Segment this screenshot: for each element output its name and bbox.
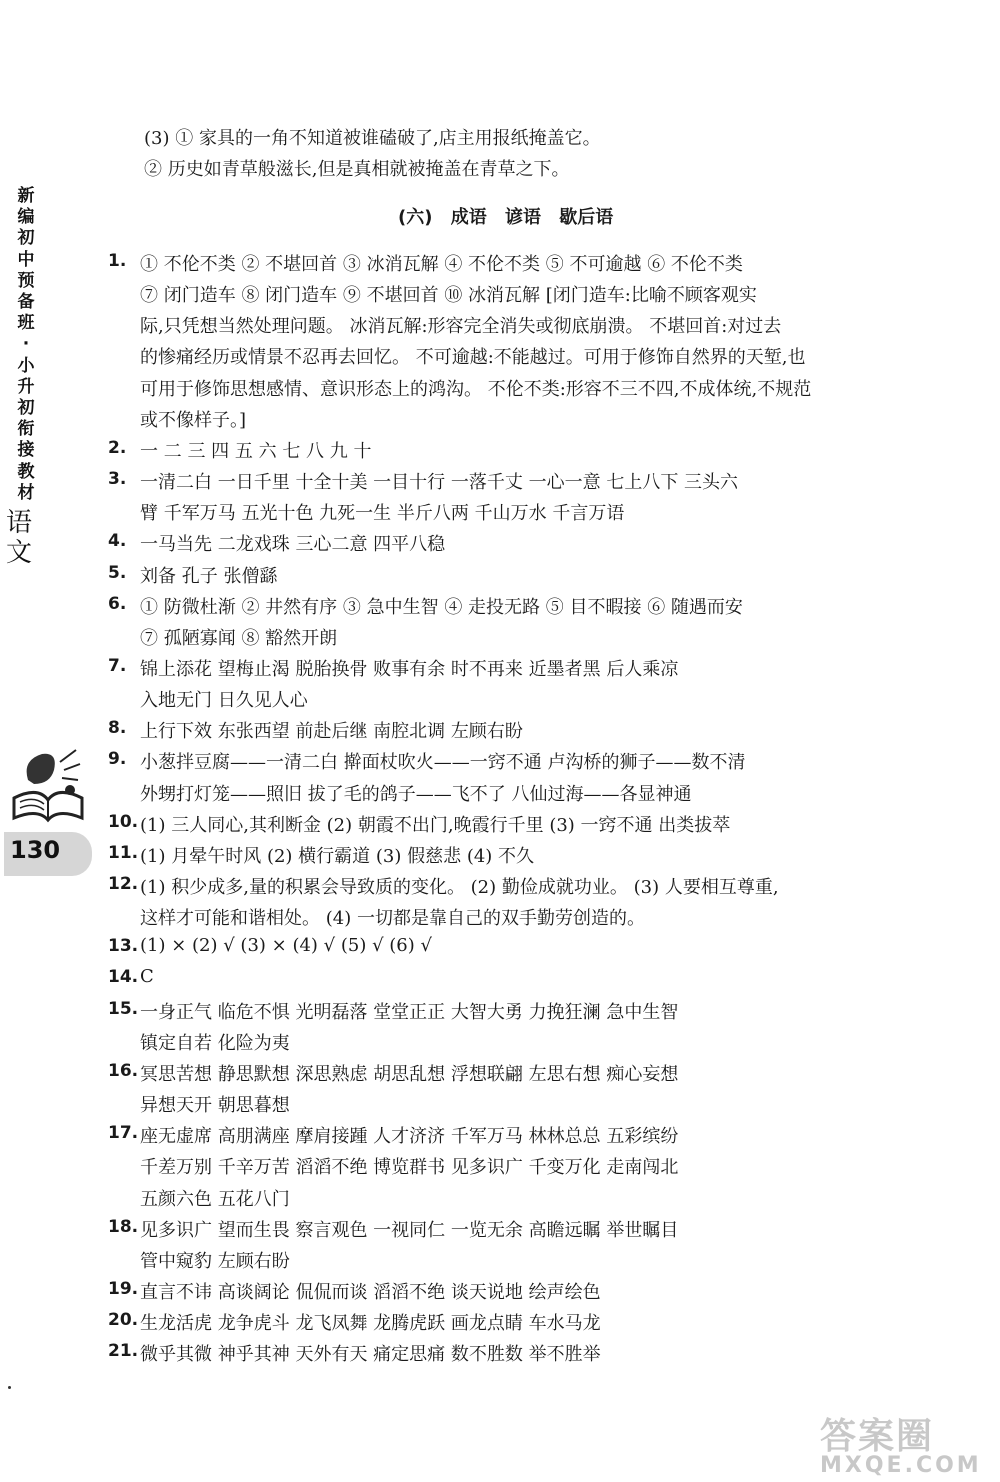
item-line: 入地无门 日久见人心: [140, 690, 308, 712]
item-number: 5.: [108, 562, 127, 583]
item-line: 可用于修饰思想感情、意识形态上的鸿沟。 不伦不类:形容不三不四,不成体统,不规范: [140, 378, 812, 400]
spine-char: 班: [17, 313, 35, 334]
item-line: 上行下效 东张西望 前赴后继 南腔北调 左顾右盼: [140, 721, 523, 743]
section-heading: (六) 成语 谚语 歇后语: [398, 207, 614, 228]
item-line: 冥思苦想 静思默想 深思熟虑 胡思乱想 浮想联翩 左思右想 痴心妄想: [140, 1063, 679, 1085]
item-line: 的惨痛经历或情景不忍再去回忆。 不可逾越:不能越过。可用于修饰自然界的天堑,也: [140, 347, 806, 369]
spine-series-name: [18, 186, 35, 504]
item-number: 18.: [108, 1216, 139, 1237]
item-number: 17.: [108, 1123, 139, 1144]
item-line: C: [140, 966, 154, 988]
page-number: 130: [10, 836, 61, 864]
item-line: ⑦ 闭门造车 ⑧ 闭门造车 ⑨ 不堪回首 ⑩ 冰消瓦解 [闭门造车:比喻不顾客观实: [140, 285, 757, 307]
item-line: 生龙活虎 龙争虎斗 龙飞凤舞 龙腾虎跃 画龙点睛 车水马龙: [140, 1313, 601, 1335]
spine-char: 备: [17, 292, 35, 313]
spine-char: 教: [17, 461, 35, 482]
item-line: (1) × (2) √ (3) × (4) √ (5) √ (6) √: [140, 935, 432, 957]
item-line: 这样才可能和谐相处。 (4) 一切都是靠自己的双手勤劳创造的。: [140, 908, 645, 930]
item-line: 异想天开 朝思暮想: [140, 1095, 290, 1117]
item-number: 11.: [108, 842, 139, 863]
spine-title: [6, 186, 46, 568]
spine-char: ·: [22, 334, 30, 355]
item-line: 座无虚席 高朋满座 摩肩接踵 人才济济 千军万马 林林总总 五彩缤纷: [140, 1126, 679, 1148]
item-line: 际,只凭想当然处理问题。 冰消瓦解:形容完全消失或彻底崩溃。 不堪回首:对过去: [140, 316, 782, 338]
spine-char: 接: [17, 440, 35, 461]
item-line: ① 防微杜渐 ② 井然有序 ③ 急中生智 ④ 走投无路 ⑤ 目不暇接 ⑥ 随遇而安: [140, 596, 743, 618]
item-line: 见多识广 望而生畏 察言观色 一视同仁 一览无余 高瞻远瞩 举世瞩目: [140, 1219, 679, 1241]
watermark-url: MXQE.COM: [820, 1453, 982, 1478]
spine-char: 材: [17, 482, 35, 503]
item-number: 10.: [108, 811, 139, 832]
item-line: ① 不伦不类 ② 不堪回首 ③ 冰消瓦解 ④ 不伦不类 ⑤ 不可逾越 ⑥ 不伦不类: [140, 254, 743, 275]
spine-subject: 语文: [6, 508, 33, 569]
spine-char: 预: [17, 270, 35, 291]
item-line: 一清二白 一日千里 十全十美 一目十行 一落千丈 一心一意 七上八下 三头六: [140, 472, 739, 494]
item-line: 刘备 孔子 张僧繇: [140, 565, 278, 587]
item-number: 16.: [108, 1060, 139, 1081]
item-number: 13.: [108, 936, 139, 957]
item-line: 千差万别 千辛万苦 滔滔不绝 博览群书 见多识广 千变万化 走南闯北: [140, 1157, 679, 1179]
spine-char: 升: [17, 376, 35, 397]
item-line: 小葱拌豆腐——一清二白 擀面杖吹火——一窍不通 卢沟桥的狮子——数不清: [140, 752, 746, 774]
item-line: (1) 月晕午时风 (2) 横行霸道 (3) 假慈悲 (4) 不久: [140, 845, 535, 867]
watermark-logo: 答案圈: [820, 1416, 935, 1457]
item-line: ⑦ 孤陋寡闻 ⑧ 豁然开朗: [140, 627, 338, 649]
item-number: 20.: [108, 1310, 139, 1331]
item-number: 12.: [108, 874, 139, 894]
item-number: 19.: [108, 1278, 139, 1299]
item-number: 4.: [108, 531, 127, 552]
item-line: (1) 积少成多,量的积累会导致质的变化。 (2) 勤俭成就功业。 (3) 人要相互尊重,: [140, 877, 779, 898]
item-number: 7.: [108, 655, 127, 676]
reading-book-icon: [8, 740, 88, 826]
top-line-2: ② 历史如青草般滋长,但是真相就被掩盖在青草之下。: [144, 159, 570, 180]
watermark: [820, 1408, 990, 1478]
item-number: 1.: [108, 251, 127, 271]
item-number: 21.: [108, 1341, 139, 1362]
item-number: 15.: [108, 998, 139, 1019]
stray-dot: [8, 1386, 11, 1389]
item-line: 一马当先 二龙戏珠 三心二意 四平八稳: [140, 534, 446, 556]
spine-char: 衔: [17, 419, 35, 440]
spine-char: 编: [17, 207, 35, 228]
item-number: 14.: [108, 967, 139, 988]
item-number: 6.: [108, 593, 127, 614]
item-number: 2.: [108, 437, 127, 458]
item-line: 镇定自若 化险为夷: [140, 1032, 290, 1054]
spine-char: 中: [17, 249, 35, 270]
spine-char: 小: [17, 355, 35, 376]
item-line: 管中窥豹 左顾右盼: [140, 1250, 290, 1272]
spine-char: 新: [17, 186, 35, 206]
item-line: 或不像样子。]: [140, 409, 247, 431]
item-number: 9.: [108, 749, 127, 770]
item-line: 五颜六色 五花八门: [140, 1188, 290, 1210]
item-line: 锦上添花 望梅止渴 脱胎换骨 败事有余 时不再来 近墨者黑 后人乘凉: [140, 658, 679, 680]
item-line: 直言不讳 高谈阔论 侃侃而谈 滔滔不绝 谈天说地 绘声绘色: [140, 1281, 601, 1303]
top-line-1: (3) ① 家具的一角不知道被谁磕破了,店主用报纸掩盖它。: [144, 128, 601, 149]
spine-char: 初: [17, 398, 35, 419]
item-line: 一 二 三 四 五 六 七 八 九 十: [140, 440, 372, 462]
item-number: 8.: [108, 718, 127, 739]
item-line: 外甥打灯笼——照旧 拔了毛的鸽子——飞不了 八仙过海——各显神通: [140, 783, 692, 805]
item-number: 3.: [108, 469, 127, 490]
item-line: (1) 三人同心,其利断金 (2) 朝霞不出门,晚霞行千里 (3) 一窍不通 出类拔萃: [140, 814, 731, 836]
item-line: 臂 千军万马 五光十色 九死一生 半斤八两 千山万水 千言万语: [140, 503, 625, 525]
spine-char: 初: [17, 228, 35, 249]
item-line: 微乎其微 神乎其神 天外有天 痛定思痛 数不胜数 举不胜举: [140, 1344, 601, 1366]
item-line: 一身正气 临危不惧 光明磊落 堂堂正正 大智大勇 力挽狂澜 急中生智: [140, 1001, 679, 1023]
